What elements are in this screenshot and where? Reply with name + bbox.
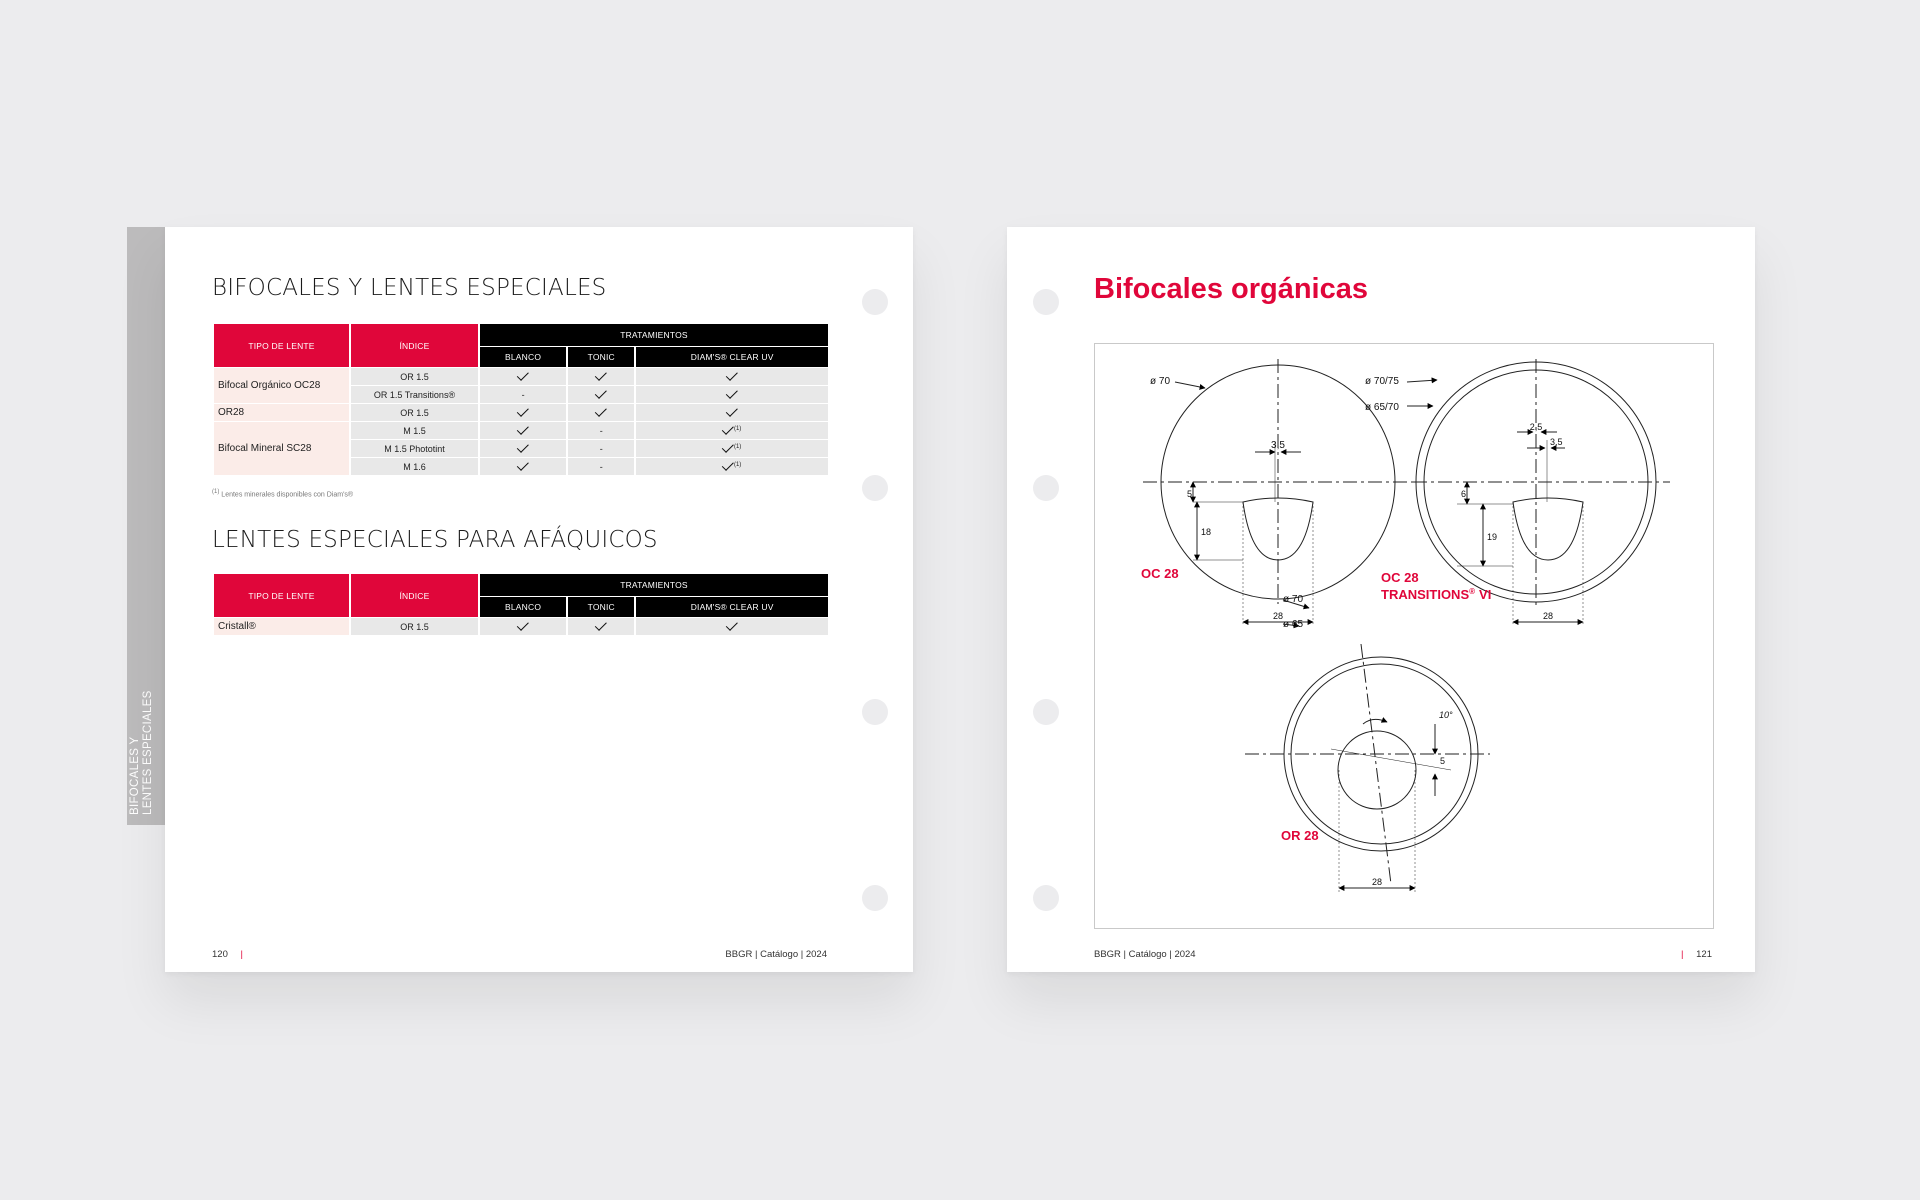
afaquicos-table [212, 573, 830, 636]
or28-label: OR 28 [1281, 828, 1319, 843]
lens-type: Bifocal Orgánico OC28 [214, 368, 349, 403]
dim-label: 28 [1272, 611, 1284, 621]
page-number-left: 120 | [212, 949, 243, 960]
dim-label: ø 70/75 [1365, 376, 1399, 387]
dim-label: 19 [1487, 532, 1498, 542]
dim-label: 28 [1371, 877, 1383, 887]
header-index: ÍNDICE [351, 324, 478, 367]
dim-label: 2,5 [1529, 422, 1543, 432]
page-number-right: | 121 [1681, 949, 1712, 960]
header-diams: DIAM'S® CLEAR UV [636, 597, 828, 617]
treatment-value: - [568, 458, 634, 475]
binder-hole [862, 289, 888, 315]
oc28-transitions-label-line2: TRANSITIONS® VI [1381, 587, 1492, 602]
check-icon [516, 618, 528, 630]
lens-type: Bifocal Mineral SC28 [214, 422, 349, 475]
check-icon [722, 440, 734, 452]
footnote-mark: (1) [733, 425, 742, 432]
header-type: TIPO DE LENTE [214, 574, 349, 617]
check-icon [722, 422, 734, 434]
check-icon [725, 386, 737, 398]
page-number: 120 [212, 949, 228, 960]
table-row [214, 368, 828, 385]
table-row [214, 422, 828, 439]
binder-hole [862, 885, 888, 911]
lens-type: Cristall® [214, 618, 349, 635]
check-icon [725, 618, 737, 630]
footer-brand-left: BBGR | Catálogo | 2024 [725, 949, 827, 960]
check-icon [722, 458, 734, 470]
dim-label: 3,5 [1550, 437, 1563, 447]
footer-brand-right: BBGR | Catálogo | 2024 [1094, 949, 1196, 960]
binder-hole [1033, 475, 1059, 501]
treatment-value: - [568, 422, 634, 439]
dim-label: 5 [1187, 489, 1193, 499]
lens-index: M 1.5 [351, 422, 478, 439]
section-title-afaquicos: LENTES ESPECIALES PARA AFÁQUICOS [212, 527, 658, 553]
dim-label: 18 [1201, 527, 1212, 537]
check-icon [516, 368, 528, 380]
side-tab-line2: LENTES ESPECIALES [142, 690, 154, 815]
bifocal-diagram [1094, 343, 1714, 929]
page-number: 121 [1696, 949, 1712, 960]
check-icon [516, 440, 528, 452]
dim-label: 5 [1440, 756, 1446, 766]
oc28-label: OC 28 [1141, 566, 1179, 581]
header-treatments: TRATAMIENTOS [480, 324, 828, 346]
lens-index: M 1.5 Phototint [351, 440, 478, 457]
header-blanco: BLANCO [480, 597, 566, 617]
lens-index: M 1.6 [351, 458, 478, 475]
check-icon [595, 404, 607, 416]
lens-index: OR 1.5 [351, 618, 478, 635]
check-icon [725, 368, 737, 380]
footnote-mark: (1) [733, 461, 742, 468]
header-tonic: TONIC [568, 347, 634, 367]
oc28-transitions-lens [1407, 359, 1670, 626]
or28-lens [1245, 600, 1490, 892]
oc28-lens [1143, 359, 1413, 626]
treatment-value: - [568, 440, 634, 457]
lens-index: OR 1.5 [351, 368, 478, 385]
check-icon [595, 386, 607, 398]
treatment-value: - [480, 386, 566, 403]
dim-label: 6 [1461, 489, 1467, 499]
bifocal-diagram-svg [1095, 344, 1713, 928]
check-icon [516, 422, 528, 434]
section-title-bifocales: BIFOCALES Y LENTES ESPECIALES [212, 275, 607, 301]
binder-hole [1033, 699, 1059, 725]
side-tab-text [127, 555, 165, 815]
header-treatments: TRATAMIENTOS [480, 574, 828, 596]
page-title: Bifocales orgánicas [1094, 273, 1368, 305]
dim-label: ø 70 [1150, 376, 1171, 387]
binder-hole [862, 475, 888, 501]
header-tonic: TONIC [568, 597, 634, 617]
dim-label: ø 65/70 [1365, 402, 1399, 413]
check-icon [516, 458, 528, 470]
binder-hole [1033, 885, 1059, 911]
binder-hole [862, 699, 888, 725]
check-icon [595, 368, 607, 380]
header-blanco: BLANCO [480, 347, 566, 367]
footnote-mark: (1) [212, 489, 220, 495]
section-side-tab [127, 227, 165, 825]
oc28-transitions-label: OC 28 [1381, 570, 1419, 585]
footnote-text: Lentes minerales disponibles con Diam's® [221, 491, 354, 499]
check-icon [516, 404, 528, 416]
header-diams: DIAM'S® CLEAR UV [636, 347, 828, 367]
footnote-mark: (1) [733, 443, 742, 450]
binder-hole [1033, 289, 1059, 315]
dim-label: 10° [1439, 710, 1453, 720]
lens-index: OR 1.5 Transitions® [351, 386, 478, 403]
check-icon [595, 618, 607, 630]
table-row [214, 404, 828, 421]
dim-label: ø 70 [1283, 594, 1304, 605]
lens-index: OR 1.5 [351, 404, 478, 421]
dim-label: 3,5 [1271, 440, 1285, 451]
check-icon [725, 404, 737, 416]
header-type: TIPO DE LENTE [214, 324, 349, 367]
dim-label: ø 65 [1283, 619, 1304, 630]
table-row [214, 618, 828, 635]
catalog-page-right [1007, 227, 1755, 972]
dim-label: 28 [1542, 611, 1554, 621]
lens-type: OR28 [214, 404, 349, 421]
table-footnote [212, 489, 353, 498]
header-index: ÍNDICE [351, 574, 478, 617]
side-tab-line1: BIFOCALES Y [129, 736, 141, 815]
catalog-page-left [165, 227, 913, 972]
bifocales-table [212, 323, 830, 476]
